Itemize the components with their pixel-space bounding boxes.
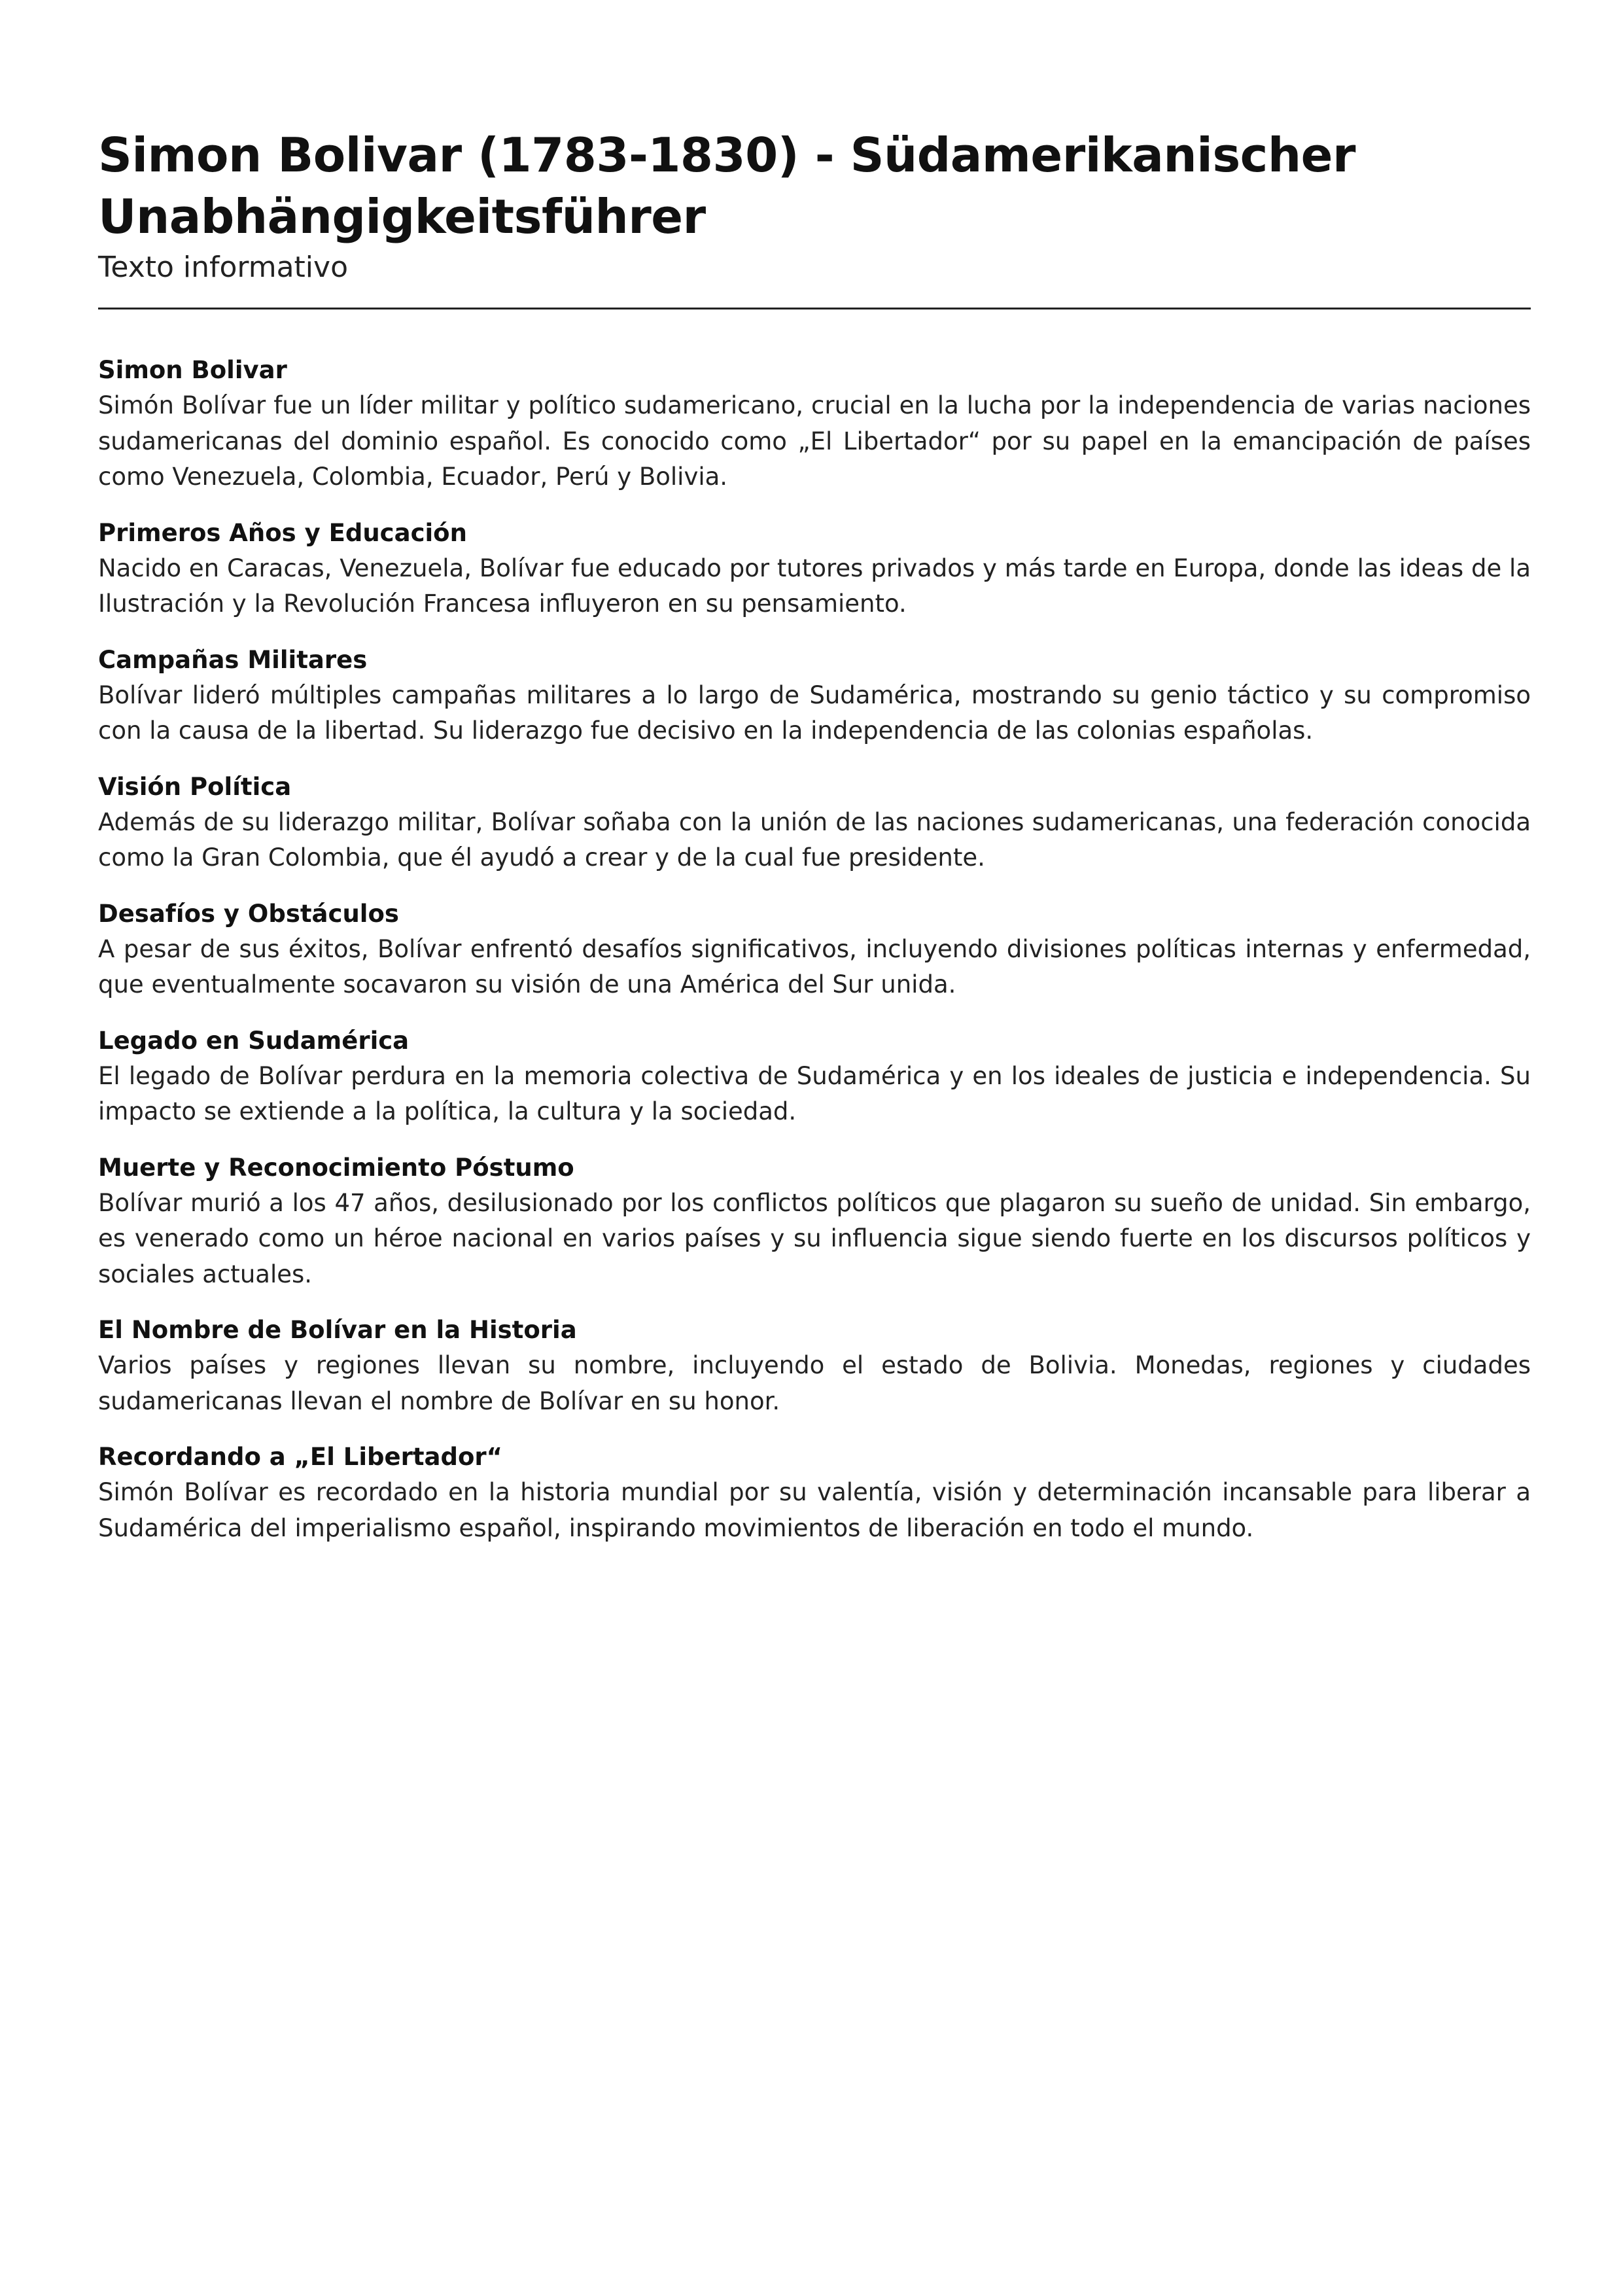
section-military-campaigns [98, 643, 1531, 749]
section-heading: Primeros Años y Educación [98, 518, 467, 547]
section-death-recognition [98, 1150, 1531, 1293]
section-legacy [98, 1023, 1531, 1130]
section-heading: Muerte y Reconocimiento Póstumo [98, 1153, 574, 1182]
section-remembering-libertador [98, 1439, 1531, 1546]
section-heading: El Nombre de Bolívar en la Historia [98, 1316, 577, 1344]
section-simon-bolivar [98, 353, 1531, 495]
section-paragraph: Nacido en Caracas, Venezuela, Bolívar fue educado por tutores privados y más tarde en Europa, donde las ideas de la Ilustración y la Revolución Francesa influyeron en su pensamiento. [98, 554, 1531, 618]
section-heading: Simon Bolivar [98, 356, 287, 384]
section-heading: Legado en Sudamérica [98, 1026, 410, 1055]
section-paragraph: A pesar de sus éxitos, Bolívar enfrentó desafíos significativos, incluyendo divisiones políticas internas y enfermedad, que eventualmente socavaron su visión de una América del Sur unida. [98, 934, 1531, 998]
document-page [98, 124, 1531, 1566]
document-header [98, 124, 1531, 309]
section-heading: Recordando a „El Libertador“ [98, 1443, 502, 1471]
section-political-vision [98, 769, 1531, 876]
section-paragraph: Simón Bolívar fue un líder militar y político sudamericano, crucial en la lucha por la independencia de varias naciones sudamericanas del dominio español. Es conocido como „El Libertador“ por su papel en la emancipación de países como Venezuela, Colombia, Ecuador, Perú y Bolivia. [98, 391, 1531, 491]
section-early-years [98, 516, 1531, 622]
section-challenges [98, 896, 1531, 1003]
section-paragraph: El legado de Bolívar perdura en la memoria colectiva de Sudamérica y en los ideales de justicia e independencia. Su impacto se extiende a la política, la cultura y la sociedad. [98, 1061, 1531, 1125]
header-divider [98, 308, 1531, 309]
document-subtitle: Texto informativo [98, 251, 348, 284]
section-paragraph: Bolívar murió a los 47 años, desilusionado por los conflictos políticos que plagaron su sueño de unidad. Sin embargo, es venerado como un héroe nacional en varios países y su influencia sigue siendo fuerte en los discursos políticos y sociales actuales. [98, 1188, 1531, 1288]
section-heading: Desafíos y Obstáculos [98, 899, 399, 928]
section-paragraph: Además de su liderazgo militar, Bolívar soñaba con la unión de las naciones sudamericanas, una federación conocida como la Gran Colombia, que él ayudó a crear y de la cual fue presidente. [98, 807, 1531, 872]
document-title: Simon Bolivar (1783-1830) - Südamerikanischer Unabhängigkeitsführer [98, 128, 1355, 244]
section-paragraph: Varios países y regiones llevan su nombre, incluyendo el estado de Bolivia. Monedas, regiones y ciudades sudamericanas llevan el nombre de Bolívar en su honor. [98, 1351, 1531, 1415]
section-paragraph: Bolívar lideró múltiples campañas militares a lo largo de Sudamérica, mostrando su genio táctico y su compromiso con la causa de la libertad. Su liderazgo fue decisivo en la independencia de las colonias españolas. [98, 680, 1531, 745]
document-body [98, 353, 1531, 1546]
section-heading: Campañas Militares [98, 645, 368, 674]
section-paragraph: Simón Bolívar es recordado en la historia mundial por su valentía, visión y determinación incansable para liberar a Sudamérica del imperialismo español, inspirando movimientos de liberación en todo el mundo. [98, 1478, 1531, 1542]
section-name-in-history [98, 1313, 1531, 1419]
section-heading: Visión Política [98, 772, 292, 801]
